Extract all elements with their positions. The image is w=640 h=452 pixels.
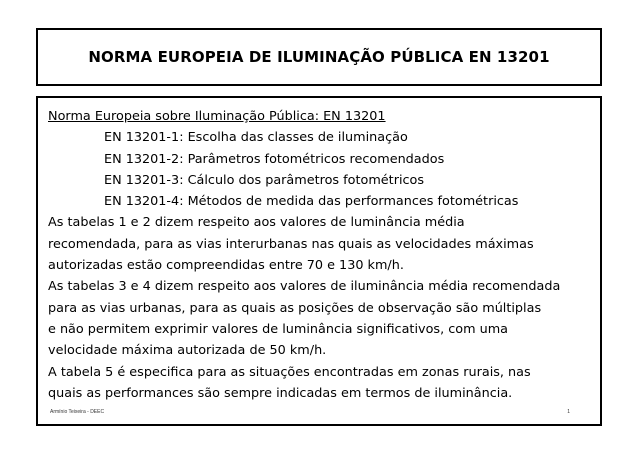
list-item: EN 13201-1: Escolha das classes de iluminação bbox=[104, 130, 408, 146]
content-text bbox=[48, 106, 594, 404]
text-line: A tabela 5 é especifica para as situações encontradas em zonas rurais, nas bbox=[48, 364, 531, 380]
text-line: As tabelas 1 e 2 dizem respeito aos valores de luminância média bbox=[48, 215, 465, 231]
text-line: autorizadas estão compreendidas entre 70 e 130 km/h. bbox=[48, 258, 404, 274]
list-item: EN 13201-2: Parâmetros fotométricos recomendados bbox=[104, 151, 445, 167]
text-line: e não permitem exprimir valores de luminância significativos, com uma bbox=[48, 321, 509, 337]
list-item: EN 13201-4: Métodos de medida das performances fotométricas bbox=[104, 194, 519, 210]
title-box bbox=[36, 28, 602, 86]
text-line: As tabelas 3 e 4 dizem respeito aos valores de iluminância média recomendada bbox=[48, 279, 561, 295]
list-item: EN 13201-3: Cálculo dos parâmetros fotométricos bbox=[104, 172, 425, 188]
content-box bbox=[36, 96, 602, 426]
section-heading: Norma Europeia sobre Iluminação Pública: EN 13201 bbox=[48, 109, 386, 124]
page-number: 1 bbox=[567, 409, 570, 415]
footer-author: Armínio Teixeira - DEEC bbox=[50, 409, 105, 415]
text-line: quais as performances são sempre indicadas em termos de iluminância. bbox=[48, 385, 513, 401]
text-line: velocidade máxima autorizada de 50 km/h. bbox=[48, 343, 327, 359]
text-line: recomendada, para as vias interurbanas nas quais as velocidades máximas bbox=[48, 236, 534, 252]
text-line: para as vias urbanas, para as quais as posições de observação são múltiplas bbox=[48, 300, 542, 316]
page-title: NORMA EUROPEIA DE ILUMINAÇÃO PÚBLICA EN 13201 bbox=[88, 48, 550, 66]
